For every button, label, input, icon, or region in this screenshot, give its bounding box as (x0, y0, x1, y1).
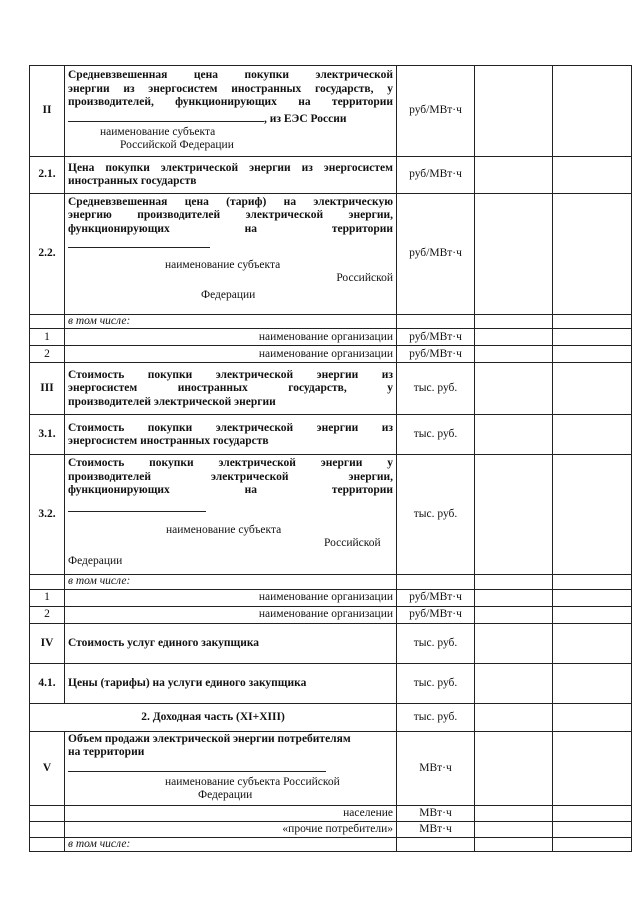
organization-name: наименование организации (65, 329, 397, 346)
value-cell (553, 194, 632, 315)
unit-cell: руб/МВт·ч (397, 66, 475, 157)
row-description: Стоимость услуг единого закупщика (65, 623, 397, 663)
value-cell (553, 663, 632, 703)
value-cell (553, 363, 632, 415)
row-description: Цены (тарифы) на услуги единого закупщика (65, 663, 397, 703)
value-cell (475, 455, 553, 575)
value-cell (475, 731, 553, 805)
row-number: 2.1. (30, 157, 65, 194)
row-description: Средневзвешенная цена (тариф) на электрическую энергию производителей электрической энергии, функционирующих на территории наименование субъекта Российской Федерации (65, 194, 397, 315)
table-row-II (30, 66, 632, 157)
consumer-group: население (65, 805, 397, 821)
table-row-2-2 (30, 194, 632, 315)
fill-in-blank (68, 110, 264, 122)
unit-cell: тыс. руб. (397, 623, 475, 663)
fill-in-blank (68, 760, 326, 772)
unit-cell: тыс. руб. (397, 703, 475, 731)
unit-cell: руб/МВт·ч (397, 606, 475, 623)
section-heading: 2. Доходная часть (XI+XIII) (30, 703, 397, 731)
table-row-section-2 (30, 703, 632, 731)
organization-name: наименование организации (65, 606, 397, 623)
table-row-including (30, 837, 632, 851)
unit-cell: руб/МВт·ч (397, 589, 475, 606)
row-number: 2.2. (30, 194, 65, 315)
unit-cell: тыс. руб. (397, 363, 475, 415)
table-row (30, 346, 632, 363)
row-number: 4.1. (30, 663, 65, 703)
unit-cell: МВт·ч (397, 821, 475, 837)
table-row-III (30, 363, 632, 415)
table-row-population (30, 805, 632, 821)
table-row (30, 329, 632, 346)
including-label: в том числе: (65, 837, 397, 851)
table-row-other-consumers (30, 821, 632, 837)
row-number: 3.2. (30, 455, 65, 575)
row-number: 2 (30, 606, 65, 623)
row-description: Объем продажи электрической энергии потребителям на территории наименование субъекта Российской Федерации (65, 731, 397, 805)
unit-cell: тыс. руб. (397, 415, 475, 455)
tariff-table (29, 65, 632, 852)
row-number: III (30, 363, 65, 415)
table-row-3-2 (30, 455, 632, 575)
row-description: Цена покупки электрической энергии из энергосистем иностранных государств (65, 157, 397, 194)
value-cell (553, 455, 632, 575)
value-cell (475, 663, 553, 703)
unit-cell: тыс. руб. (397, 663, 475, 703)
table-row-4-1 (30, 663, 632, 703)
value-cell (475, 623, 553, 663)
value-cell (553, 66, 632, 157)
table-row-IV (30, 623, 632, 663)
table-row-including (30, 315, 632, 329)
unit-cell: МВт·ч (397, 731, 475, 805)
row-number: 1 (30, 589, 65, 606)
unit-cell: МВт·ч (397, 805, 475, 821)
value-cell (553, 623, 632, 663)
row-number: 1 (30, 329, 65, 346)
organization-name: наименование организации (65, 589, 397, 606)
unit-cell: руб/МВт·ч (397, 329, 475, 346)
value-cell (475, 703, 553, 731)
value-cell (475, 363, 553, 415)
value-cell (475, 415, 553, 455)
table-row-including (30, 575, 632, 589)
value-cell (553, 703, 632, 731)
unit-cell: руб/МВт·ч (397, 346, 475, 363)
row-description: Стоимость покупки электрической энергии из энергосистем иностранных государств, у производителей электрической энергии (65, 363, 397, 415)
value-cell (553, 157, 632, 194)
table-row-V (30, 731, 632, 805)
row-number: 3.1. (30, 415, 65, 455)
fill-in-blank (68, 500, 206, 512)
consumer-group: «прочие потребители» (65, 821, 397, 837)
organization-name: наименование организации (65, 346, 397, 363)
value-cell (553, 415, 632, 455)
row-description: Средневзвешенная цена покупки электрической энергии из энергосистем иностранных государств, у производителей, функционирующих на территории , из ЕЭС России наименование субъекта Российской Федерации (65, 66, 397, 157)
table-row (30, 589, 632, 606)
fill-in-blank (68, 236, 210, 248)
including-label: в том числе: (65, 315, 397, 329)
row-description: Стоимость покупки электрической энергии из энергосистем иностранных государств (65, 415, 397, 455)
unit-cell: руб/МВт·ч (397, 157, 475, 194)
value-cell (553, 731, 632, 805)
unit-cell: тыс. руб. (397, 455, 475, 575)
row-number: 2 (30, 346, 65, 363)
table-row-3-1 (30, 415, 632, 455)
value-cell (475, 157, 553, 194)
value-cell (475, 194, 553, 315)
row-description: Стоимость покупки электрической энергии у производителей электрической энергии, функционирующих на территории наименование субъекта Российской Федерации (65, 455, 397, 575)
row-number: II (30, 66, 65, 157)
row-number: IV (30, 623, 65, 663)
value-cell (475, 66, 553, 157)
table-row-2-1 (30, 157, 632, 194)
including-label: в том числе: (65, 575, 397, 589)
unit-cell: руб/МВт·ч (397, 194, 475, 315)
row-number: V (30, 731, 65, 805)
table-row (30, 606, 632, 623)
